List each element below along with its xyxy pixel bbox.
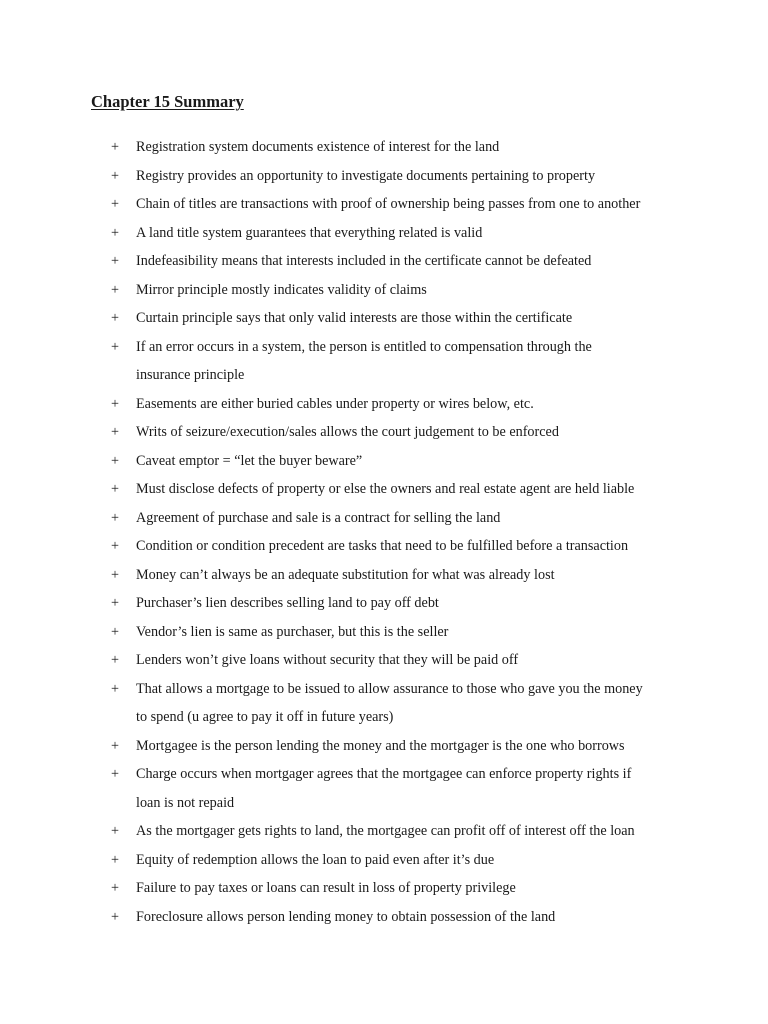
bullet-text-line: Foreclosure allows person lending money to obtain possession of the land xyxy=(136,908,556,925)
bullet-text-line: Registration system documents existence of interest for the land xyxy=(136,139,500,155)
list-item xyxy=(0,760,768,817)
list-item xyxy=(0,276,768,305)
bullet-text-line: That allows a mortgage to be issued to allow assurance to those who gave you the money xyxy=(136,680,643,697)
bullet-marker: + xyxy=(111,481,120,497)
list-item xyxy=(0,874,768,903)
bullet-text-line: Vendor’s lien is same as purchaser, but this is the seller xyxy=(136,623,449,640)
list-item xyxy=(0,333,768,390)
bullet-marker: + xyxy=(111,851,120,868)
list-item xyxy=(0,504,768,533)
bullet-text xyxy=(136,333,691,390)
bullet-marker: + xyxy=(111,224,120,241)
bullet-marker: + xyxy=(111,823,120,839)
bullet-marker: + xyxy=(111,452,120,469)
page-title: Chapter 15 Summary xyxy=(91,92,244,111)
list-item xyxy=(0,133,768,162)
bullet-text-line: Caveat emptor = “let the buyer beware” xyxy=(136,452,363,469)
bullet-marker: + xyxy=(111,652,120,668)
list-item xyxy=(0,618,768,647)
bullet-text xyxy=(136,675,691,732)
bullet-text-line: Lenders won’t give loans without security that they will be paid off xyxy=(136,652,519,668)
bullet-marker: + xyxy=(111,139,120,155)
bullet-text xyxy=(136,190,691,219)
list-item xyxy=(0,846,768,875)
bullet-text-line: loan is not repaid xyxy=(136,794,235,811)
list-item xyxy=(0,247,768,276)
bullet-text xyxy=(136,618,691,647)
bullet-text-line: Indefeasibility means that interests included in the certificate cannot be defeated xyxy=(136,253,592,269)
bullet-text xyxy=(136,390,691,419)
bullet-text xyxy=(136,561,691,590)
bullet-text xyxy=(136,418,691,447)
bullet-marker: + xyxy=(111,595,120,611)
list-item xyxy=(0,447,768,476)
bullet-marker: + xyxy=(111,424,120,440)
bullet-text xyxy=(136,276,691,305)
bullet-marker: + xyxy=(111,737,120,754)
bullet-text-line: Mortgagee is the person lending the money and the mortgager is the one who borrows xyxy=(136,737,625,754)
bullet-text xyxy=(136,846,691,875)
bullet-list xyxy=(0,133,768,931)
bullet-marker: + xyxy=(111,395,120,412)
list-item xyxy=(0,817,768,846)
bullet-marker: + xyxy=(111,509,120,526)
bullet-marker: + xyxy=(111,167,120,184)
bullet-text xyxy=(136,304,691,333)
bullet-text xyxy=(136,903,691,932)
list-item xyxy=(0,162,768,191)
list-item xyxy=(0,390,768,419)
list-item xyxy=(0,475,768,504)
bullet-marker: + xyxy=(111,196,120,212)
bullet-text-line: Chain of titles are transactions with proof of ownership being passes from one to another xyxy=(136,196,641,212)
bullet-marker: + xyxy=(111,880,120,896)
bullet-marker: + xyxy=(111,281,120,298)
list-item xyxy=(0,418,768,447)
list-item xyxy=(0,589,768,618)
list-item xyxy=(0,532,768,561)
bullet-text-line: Mirror principle mostly indicates validity of claims xyxy=(136,281,427,298)
bullet-text xyxy=(136,874,691,903)
bullet-text-line: Equity of redemption allows the loan to paid even after it’s due xyxy=(136,851,495,868)
bullet-text-line: to spend (u agree to pay it off in future years) xyxy=(136,709,394,725)
bullet-marker: + xyxy=(111,538,120,554)
bullet-marker: + xyxy=(111,908,120,925)
list-item xyxy=(0,903,768,932)
bullet-text xyxy=(136,817,691,846)
bullet-text xyxy=(136,504,691,533)
bullet-text-line: As the mortgager gets rights to land, the mortgagee can profit off of interest off the loan xyxy=(136,823,635,839)
bullet-text-line: Condition or condition precedent are tasks that need to be fulfilled before a transaction xyxy=(136,538,629,554)
bullet-marker: + xyxy=(111,680,120,697)
bullet-text-line: Charge occurs when mortgager agrees that the mortgagee can enforce property rights if xyxy=(136,766,632,782)
bullet-text xyxy=(136,760,691,817)
list-item xyxy=(0,675,768,732)
bullet-marker: + xyxy=(111,253,120,269)
list-item xyxy=(0,732,768,761)
bullet-text xyxy=(136,475,691,504)
bullet-marker: + xyxy=(111,623,120,640)
bullet-text-line: A land title system guarantees that everything related is valid xyxy=(136,224,483,241)
bullet-text xyxy=(136,133,691,162)
bullet-text xyxy=(136,219,691,248)
bullet-marker: + xyxy=(111,310,120,326)
bullet-text-line: Purchaser’s lien describes selling land to pay off debt xyxy=(136,595,439,611)
bullet-text xyxy=(136,447,691,476)
list-item xyxy=(0,304,768,333)
bullet-text-line: Easements are either buried cables under property or wires below, etc. xyxy=(136,395,534,412)
list-item xyxy=(0,646,768,675)
bullet-text xyxy=(136,532,691,561)
bullet-text-line: Money can’t always be an adequate substitution for what was already lost xyxy=(136,566,555,583)
bullet-text xyxy=(136,247,691,276)
bullet-text-line: Must disclose defects of property or else the owners and real estate agent are held liable xyxy=(136,481,635,497)
bullet-marker: + xyxy=(111,566,120,583)
list-item xyxy=(0,561,768,590)
bullet-text-line: If an error occurs in a system, the person is entitled to compensation through the xyxy=(136,338,592,355)
bullet-text-line: Writs of seizure/execution/sales allows the court judgement to be enforced xyxy=(136,424,559,440)
bullet-text xyxy=(136,162,691,191)
bullet-marker: + xyxy=(111,338,120,355)
bullet-text xyxy=(136,732,691,761)
list-item xyxy=(0,190,768,219)
bullet-text-line: insurance principle xyxy=(136,367,245,383)
list-item xyxy=(0,219,768,248)
bullet-text-line: Agreement of purchase and sale is a contract for selling the land xyxy=(136,509,501,526)
bullet-text-line: Failure to pay taxes or loans can result in loss of property privilege xyxy=(136,880,516,896)
bullet-marker: + xyxy=(111,766,120,782)
bullet-text-line: Registry provides an opportunity to investigate documents pertaining to property xyxy=(136,167,596,184)
bullet-text xyxy=(136,646,691,675)
bullet-text-line: Curtain principle says that only valid interests are those within the certificate xyxy=(136,310,573,326)
bullet-text xyxy=(136,589,691,618)
